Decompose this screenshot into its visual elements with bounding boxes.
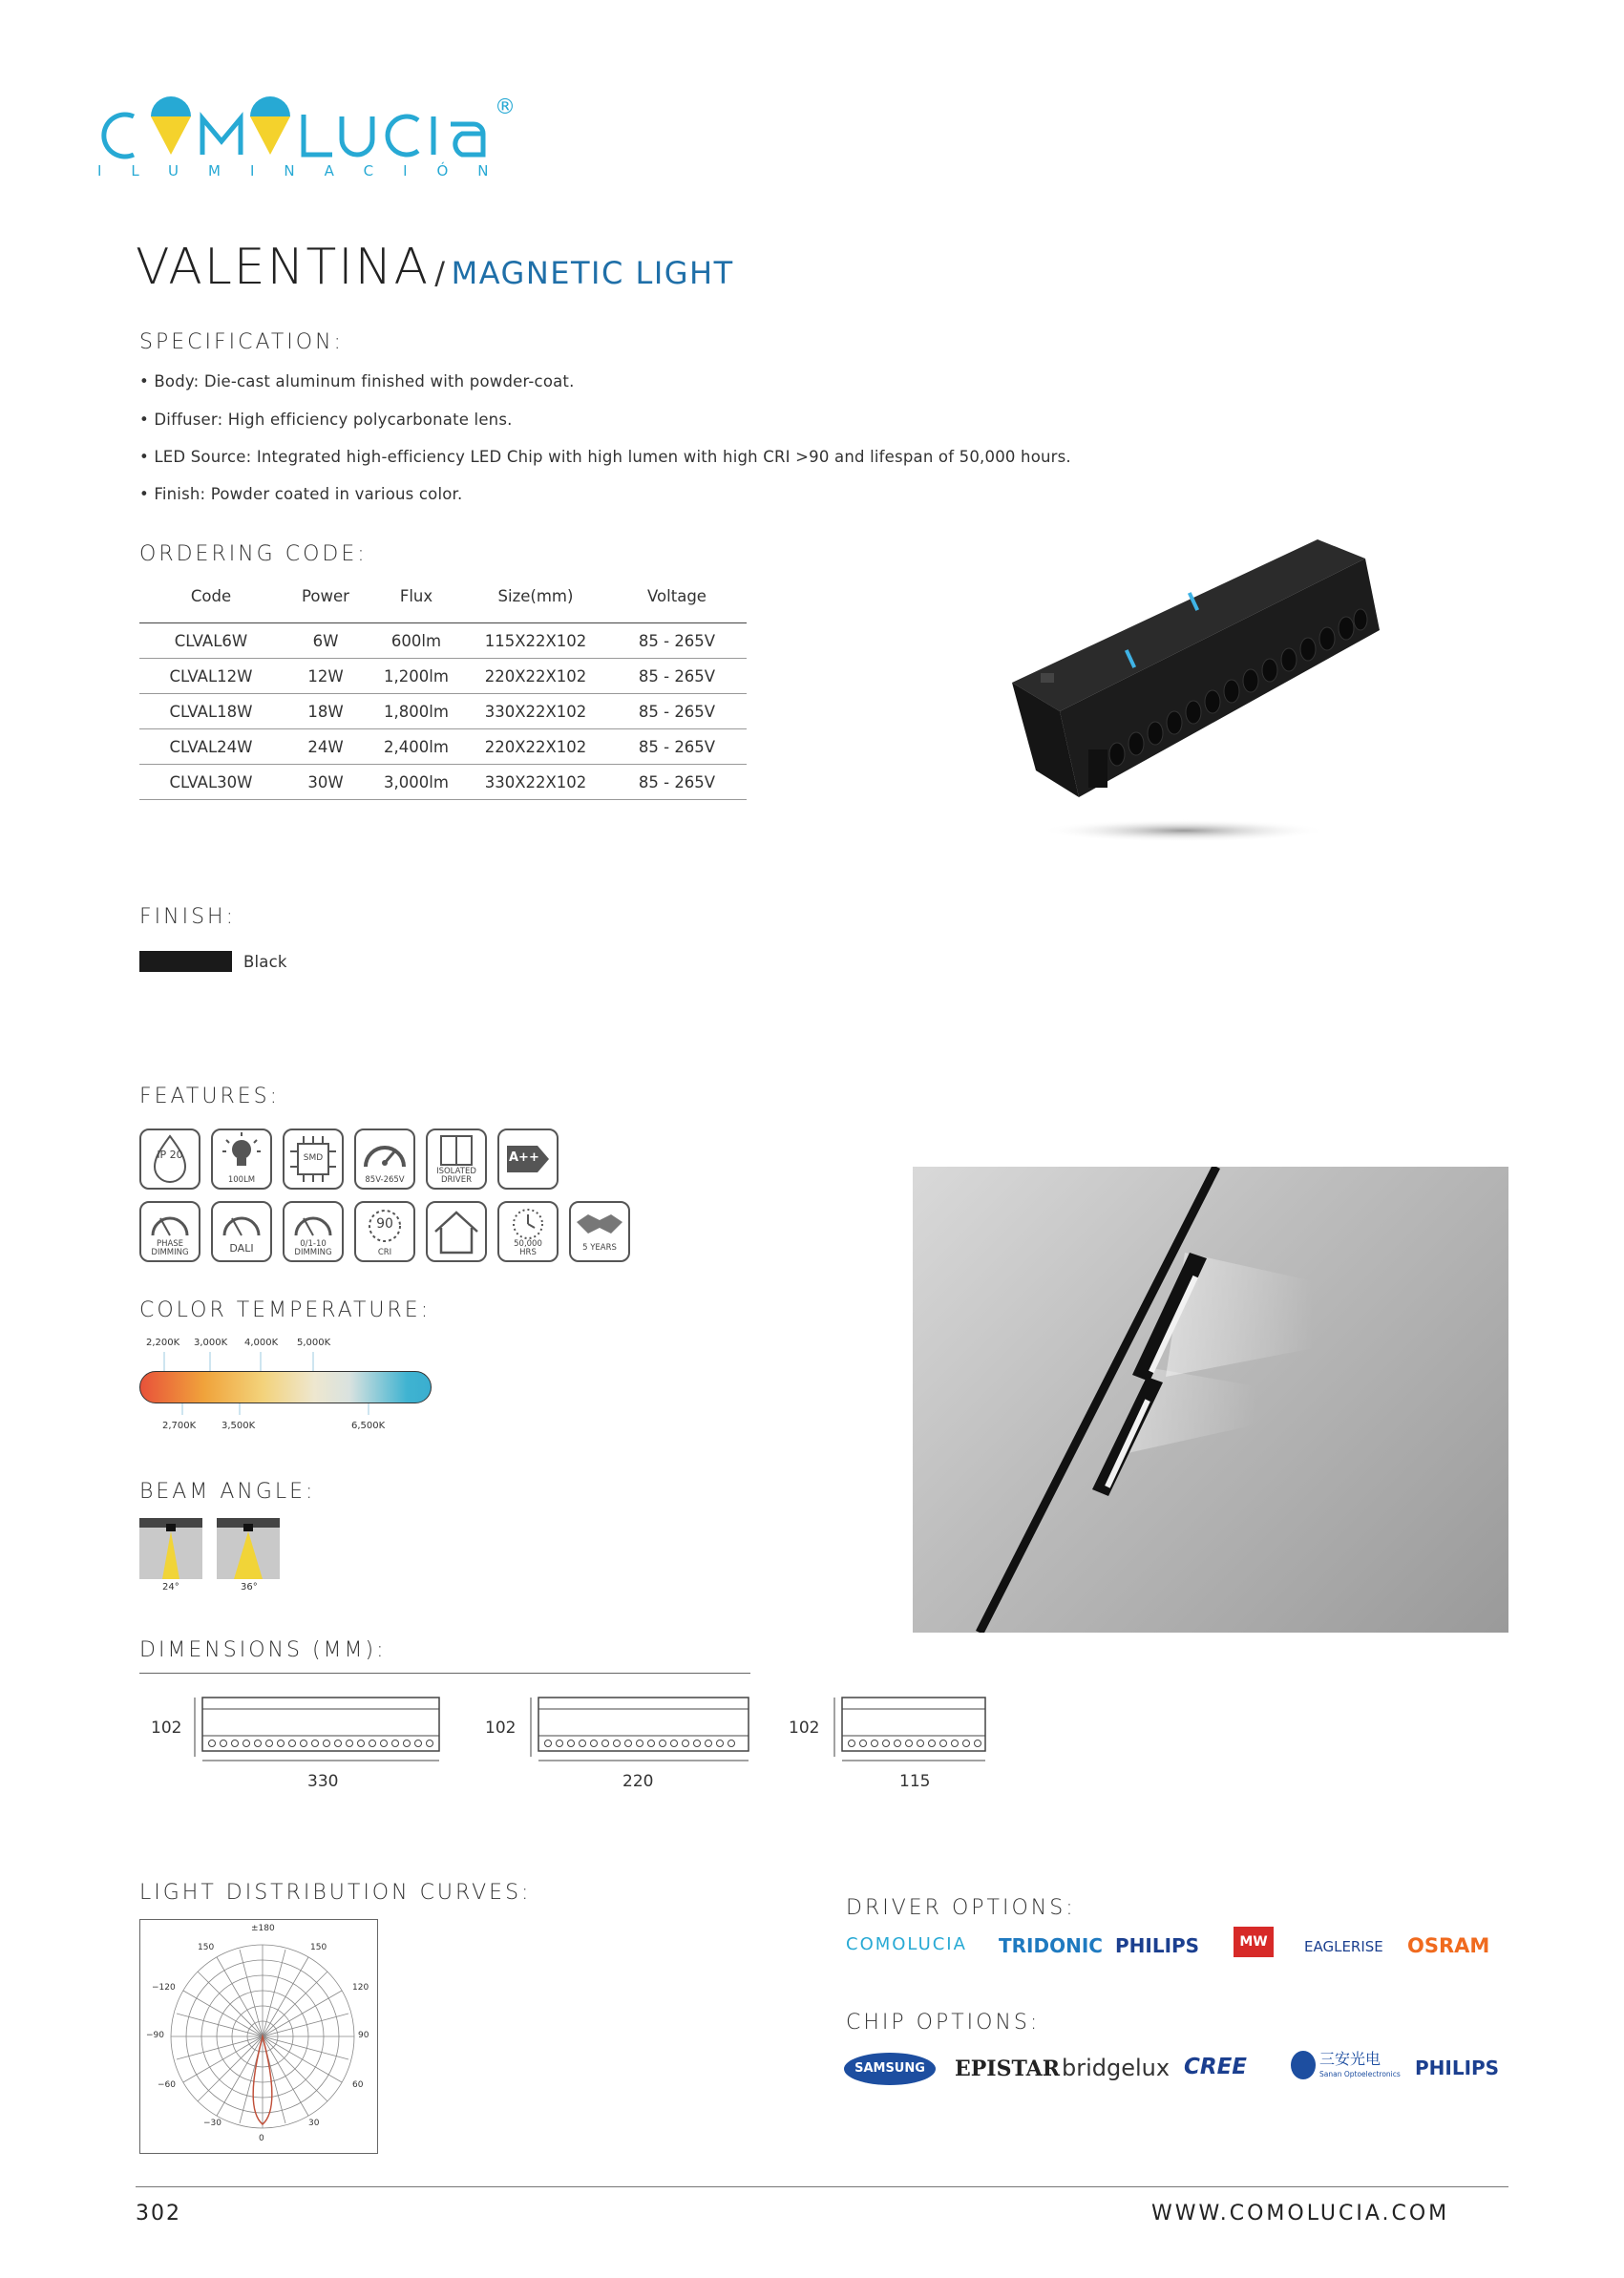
polar-label-r90: 90 xyxy=(358,2031,369,2040)
dim-height-220: 102 xyxy=(485,1719,517,1738)
ct-label-4000: 4,000K xyxy=(244,1338,279,1348)
ordering-table xyxy=(139,569,747,800)
spec-bullet-2: • Diffuser: High efficiency polycarbonate lens. xyxy=(139,411,513,429)
footer-website[interactable]: WWW.COMOLUCIA.COM xyxy=(1151,2202,1450,2225)
footer-divider xyxy=(136,2186,1508,2187)
chip-logo-epistar: EPISTAR xyxy=(955,2057,1061,2081)
cell-size: 330X22X102 xyxy=(464,694,607,729)
phase-dimming-shape-icon xyxy=(141,1203,199,1241)
cri-caption: CRI xyxy=(377,1248,392,1257)
bulb-icon xyxy=(211,1128,272,1190)
spec-bullet-3: • LED Source: Integrated high-efficiency LED Chip with high lumen with high CRI >90 and lifespan of 50,000 hours. xyxy=(139,448,1071,466)
dimensions-heading: DIMENSIONS (MM): xyxy=(139,1638,387,1662)
ip20-label: IP 20 xyxy=(157,1149,183,1161)
dali-shape-icon xyxy=(213,1203,270,1241)
cell-power: 12W xyxy=(283,659,369,694)
cell-size: 330X22X102 xyxy=(464,765,607,800)
samsung-label: SAMSUNG xyxy=(854,2061,925,2076)
beam-angle-heading: BEAM ANGLE: xyxy=(139,1480,316,1504)
dim-length-115: 115 xyxy=(899,1772,931,1791)
driver-logo-eaglerise: EAGLERISE xyxy=(1304,1938,1383,1955)
col-code: Code xyxy=(139,569,283,623)
dimensions-divider xyxy=(139,1673,750,1674)
driver-logo-meanwell xyxy=(1234,1927,1274,1957)
beam-24-icon xyxy=(139,1518,202,1579)
magnetic-light-illustration-icon xyxy=(1002,520,1403,854)
handshake-shape-icon xyxy=(571,1203,628,1245)
brand-logo xyxy=(95,95,535,186)
polar-label-l90: −90 xyxy=(146,2031,164,2040)
color-temperature-heading: COLOR TEMPERATURE: xyxy=(139,1298,432,1322)
clock-icon xyxy=(497,1201,559,1262)
isolated-driver-icon xyxy=(426,1128,487,1190)
dali-icon xyxy=(211,1201,272,1262)
driver-logo-comolucia: COMOLUCIA xyxy=(846,1934,967,1954)
beam-angle-36: 36° xyxy=(241,1582,258,1592)
beam-wide-icon xyxy=(217,1518,280,1579)
ct-label-2700: 2,700K xyxy=(162,1421,197,1431)
cell-power: 24W xyxy=(283,729,369,765)
ordering-heading: ORDERING CODE: xyxy=(139,542,368,566)
spec-bullet-4: • Finish: Powder coated in various color. xyxy=(139,485,463,503)
dim-height-330: 102 xyxy=(151,1719,182,1738)
cell-power: 30W xyxy=(283,765,369,800)
specification-heading: SPECIFICATION: xyxy=(139,330,344,354)
finish-label: Black xyxy=(243,953,287,971)
polar-diagram xyxy=(139,1919,378,2154)
polar-label-br: 30 xyxy=(308,2119,320,2128)
product-title xyxy=(136,239,734,296)
drawing-115-icon xyxy=(831,1692,993,1768)
table-row xyxy=(139,729,747,765)
voltage-caption: 85V-265V xyxy=(365,1175,405,1185)
gauge-shape-icon xyxy=(356,1130,413,1176)
brand-tagline: ILUMINACIÓN xyxy=(97,162,518,179)
drawing-220-icon xyxy=(527,1692,756,1768)
cell-code: CLVAL18W xyxy=(139,694,283,729)
energy-class-icon xyxy=(497,1128,559,1190)
ct-label-3000: 3,000K xyxy=(194,1338,228,1348)
warranty-caption: 5 YEARS xyxy=(582,1243,617,1253)
polar-label-tr: 150 xyxy=(310,1943,327,1952)
ct-label-3500: 3,500K xyxy=(221,1421,256,1431)
dim-length-330: 330 xyxy=(307,1772,339,1791)
light-distribution-heading: LIGHT DISTRIBUTION CURVES: xyxy=(139,1881,532,1905)
cell-flux: 1,800lm xyxy=(369,694,464,729)
polar-label-r60: 60 xyxy=(352,2080,364,2090)
table-row xyxy=(139,694,747,729)
product-name: VALENTINA xyxy=(136,239,431,296)
phase-dimming-caption: PHASE DIMMING xyxy=(151,1239,189,1257)
dim-length-220: 220 xyxy=(622,1772,654,1791)
polar-label-bottom: 0 xyxy=(259,2134,264,2143)
col-voltage: Voltage xyxy=(607,569,747,623)
cell-power: 18W xyxy=(283,694,369,729)
cell-size: 115X22X102 xyxy=(464,623,607,659)
finish-swatch xyxy=(139,951,232,972)
chip-logo-philips: PHILIPS xyxy=(1415,2057,1500,2079)
cri-value: 90 xyxy=(376,1216,393,1232)
cell-size: 220X22X102 xyxy=(464,729,607,765)
finish-heading: FINISH: xyxy=(139,905,237,929)
dimming-shape-icon xyxy=(285,1203,342,1241)
col-flux: Flux xyxy=(369,569,464,623)
handshake-icon xyxy=(569,1201,630,1262)
polar-label-tl: 150 xyxy=(198,1943,215,1952)
isolated-driver-caption: ISOLATED DRIVER xyxy=(436,1167,476,1185)
ct-label-5000: 5,000K xyxy=(297,1338,331,1348)
col-size: Size(mm) xyxy=(464,569,607,623)
cell-voltage: 85 - 265V xyxy=(607,765,747,800)
chip-logo-cree: CREE xyxy=(1184,2055,1248,2079)
chip-logo-samsung xyxy=(844,2053,936,2085)
sanan-cn-name: 三安光电 xyxy=(1319,2050,1381,2068)
polar-curve-icon xyxy=(140,1920,377,2153)
house-shape-icon xyxy=(428,1203,485,1260)
house-icon xyxy=(426,1201,487,1262)
phase-dimming-icon xyxy=(139,1201,200,1262)
cell-flux: 2,400lm xyxy=(369,729,464,765)
installation-photo xyxy=(913,1167,1508,1633)
dimming-caption: 0/1-10 DIMMING xyxy=(294,1239,332,1257)
cell-code: CLVAL24W xyxy=(139,729,283,765)
registered-mark: ® xyxy=(495,95,516,119)
spec-bullet-1: • Body: Die-cast aluminum finished with powder-coat. xyxy=(139,372,575,390)
driver-logo-tridonic: TRIDONIC xyxy=(999,1934,1103,1957)
beam-36-icon xyxy=(217,1518,280,1579)
ct-label-2200: 2,200K xyxy=(146,1338,180,1348)
cell-size: 220X22X102 xyxy=(464,659,607,694)
meanwell-label: MW xyxy=(1239,1934,1268,1950)
product-image xyxy=(1002,520,1403,854)
page-number: 302 xyxy=(136,2202,181,2225)
dim-height-115: 102 xyxy=(789,1719,820,1738)
ct-label-6500: 6,500K xyxy=(351,1421,386,1431)
cell-flux: 600lm xyxy=(369,623,464,659)
table-row xyxy=(139,659,747,694)
beam-narrow-icon xyxy=(139,1518,202,1579)
cell-power: 6W xyxy=(283,623,369,659)
voltage-gauge-icon xyxy=(354,1128,415,1190)
polar-label-r120: 120 xyxy=(352,1983,369,1993)
polar-label-l120: −120 xyxy=(152,1983,176,1993)
title-separator: / xyxy=(434,255,447,291)
bulb-caption: 100LM xyxy=(227,1175,256,1185)
cell-code: CLVAL30W xyxy=(139,765,283,800)
driver-options-heading: DRIVER OPTIONS: xyxy=(846,1896,1076,1920)
chip-logo-sanan xyxy=(1291,2045,1401,2087)
table-row xyxy=(139,623,747,659)
smd-label: SMD xyxy=(303,1153,324,1163)
ct-gradient-bar xyxy=(139,1371,432,1403)
drawing-330-icon xyxy=(191,1692,449,1768)
dali-caption: DALI xyxy=(229,1242,254,1255)
chip-options-heading: CHIP OPTIONS: xyxy=(846,2011,1041,2035)
chip-logo-bridgelux: bridgelux xyxy=(1062,2055,1171,2081)
product-category: MAGNETIC LIGHT xyxy=(451,255,734,291)
cell-code: CLVAL6W xyxy=(139,623,283,659)
polar-label-top: ±180 xyxy=(251,1924,275,1933)
polar-label-bl: −30 xyxy=(203,2119,221,2128)
table-row xyxy=(139,765,747,800)
sanan-en-name: Sanan Optoelectronics xyxy=(1319,2070,1401,2078)
smd-chip-icon xyxy=(283,1128,344,1190)
cell-code: CLVAL12W xyxy=(139,659,283,694)
bulb-shape-icon xyxy=(213,1130,270,1176)
beam-angle-24: 24° xyxy=(162,1582,179,1592)
driver-logo-osram: OSRAM xyxy=(1407,1934,1490,1957)
track-light-photo-icon xyxy=(913,1167,1508,1633)
ip20-icon xyxy=(139,1128,200,1190)
cri-icon xyxy=(354,1201,415,1262)
energy-class-label: A++ xyxy=(509,1150,539,1165)
sanan-emblem-icon xyxy=(1291,2051,1316,2079)
cell-voltage: 85 - 265V xyxy=(607,623,747,659)
cell-voltage: 85 - 265V xyxy=(607,659,747,694)
driver-logo-philips: PHILIPS xyxy=(1115,1934,1200,1957)
cell-voltage: 85 - 265V xyxy=(607,694,747,729)
hours-caption: 50,000 HRS xyxy=(514,1239,542,1257)
dimming-0-10-icon xyxy=(283,1201,344,1262)
cell-voltage: 85 - 265V xyxy=(607,729,747,765)
polar-label-l60: −60 xyxy=(158,2080,176,2090)
table-header-row xyxy=(139,569,747,623)
cell-flux: 1,200lm xyxy=(369,659,464,694)
features-heading: FEATURES: xyxy=(139,1085,281,1108)
cell-flux: 3,000lm xyxy=(369,765,464,800)
col-power: Power xyxy=(283,569,369,623)
